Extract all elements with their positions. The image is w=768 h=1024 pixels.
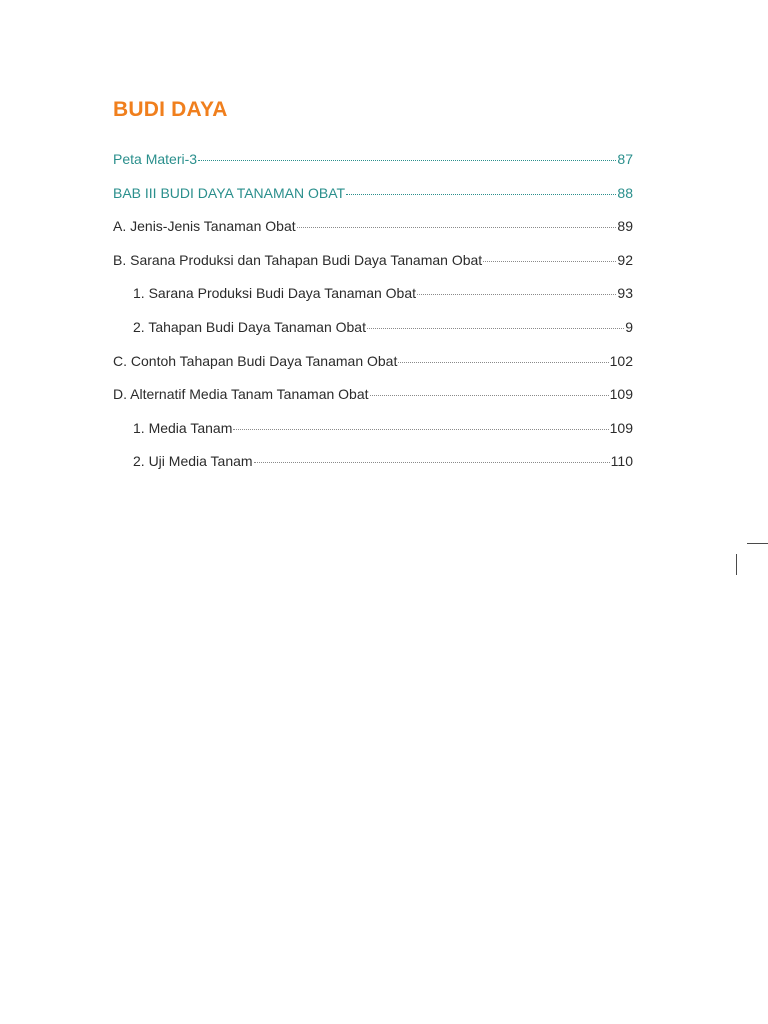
dot-leader — [367, 328, 624, 329]
crop-mark-horizontal — [747, 543, 768, 544]
toc-entry-section-d[interactable] — [113, 384, 633, 418]
toc-entry-section-d-1[interactable] — [113, 418, 633, 452]
toc-entry-page: 87 — [617, 151, 633, 167]
dot-leader — [398, 362, 608, 363]
toc-entry-label: Peta Materi-3 — [113, 151, 198, 167]
dot-leader — [233, 429, 608, 430]
toc-entry-page: 89 — [617, 218, 633, 235]
dot-leader — [370, 395, 609, 396]
toc-entry-peta-materi[interactable] — [113, 149, 633, 183]
toc-entry-page: 92 — [617, 251, 633, 268]
toc-entry-label: BAB III BUDI DAYA TANAMAN OBAT — [113, 184, 346, 201]
toc-entry-label: 1. Media Tanam — [133, 419, 233, 436]
table-of-contents — [113, 149, 633, 485]
crop-mark-vertical — [736, 554, 737, 575]
toc-entry-label: 1. Sarana Produksi Budi Daya Tanaman Obat — [133, 285, 417, 302]
toc-entry-page: 102 — [609, 352, 633, 369]
toc-entry-page: 109 — [609, 386, 633, 403]
toc-entry-label: B. Sarana Produksi dan Tahapan Budi Daya Tanaman Obat — [113, 251, 483, 268]
dot-leader — [297, 227, 617, 228]
page-title: BUDI DAYA — [113, 98, 228, 121]
toc-entry-section-d-2[interactable] — [113, 451, 633, 485]
dot-leader — [346, 194, 616, 195]
toc-entry-label: C. Contoh Tahapan Budi Daya Tanaman Obat — [113, 352, 398, 369]
toc-entry-section-a[interactable] — [113, 216, 633, 250]
dot-leader — [198, 160, 616, 161]
toc-entry-section-b[interactable] — [113, 250, 633, 284]
toc-entry-page: 110 — [610, 453, 633, 470]
toc-entry-page: 93 — [617, 285, 633, 302]
toc-entry-section-b-1[interactable] — [113, 283, 633, 317]
toc-entry-page: 109 — [609, 419, 633, 436]
toc-entry-section-c[interactable] — [113, 351, 633, 385]
dot-leader — [417, 294, 616, 295]
toc-entry-label: 2. Tahapan Budi Daya Tanaman Obat — [133, 318, 366, 335]
toc-entry-page: 9 — [625, 318, 633, 335]
dot-leader — [483, 261, 616, 262]
toc-entry-label: D. Alternatif Media Tanam Tanaman Obat — [113, 386, 369, 403]
dot-leader — [254, 462, 610, 463]
toc-entry-section-b-2[interactable] — [113, 317, 633, 351]
toc-entry-label: A. Jenis-Jenis Tanaman Obat — [113, 218, 296, 235]
toc-entry-bab-iii[interactable] — [113, 183, 633, 217]
toc-entry-page: 88 — [617, 184, 633, 201]
toc-entry-label: 2. Uji Media Tanam — [133, 453, 253, 470]
